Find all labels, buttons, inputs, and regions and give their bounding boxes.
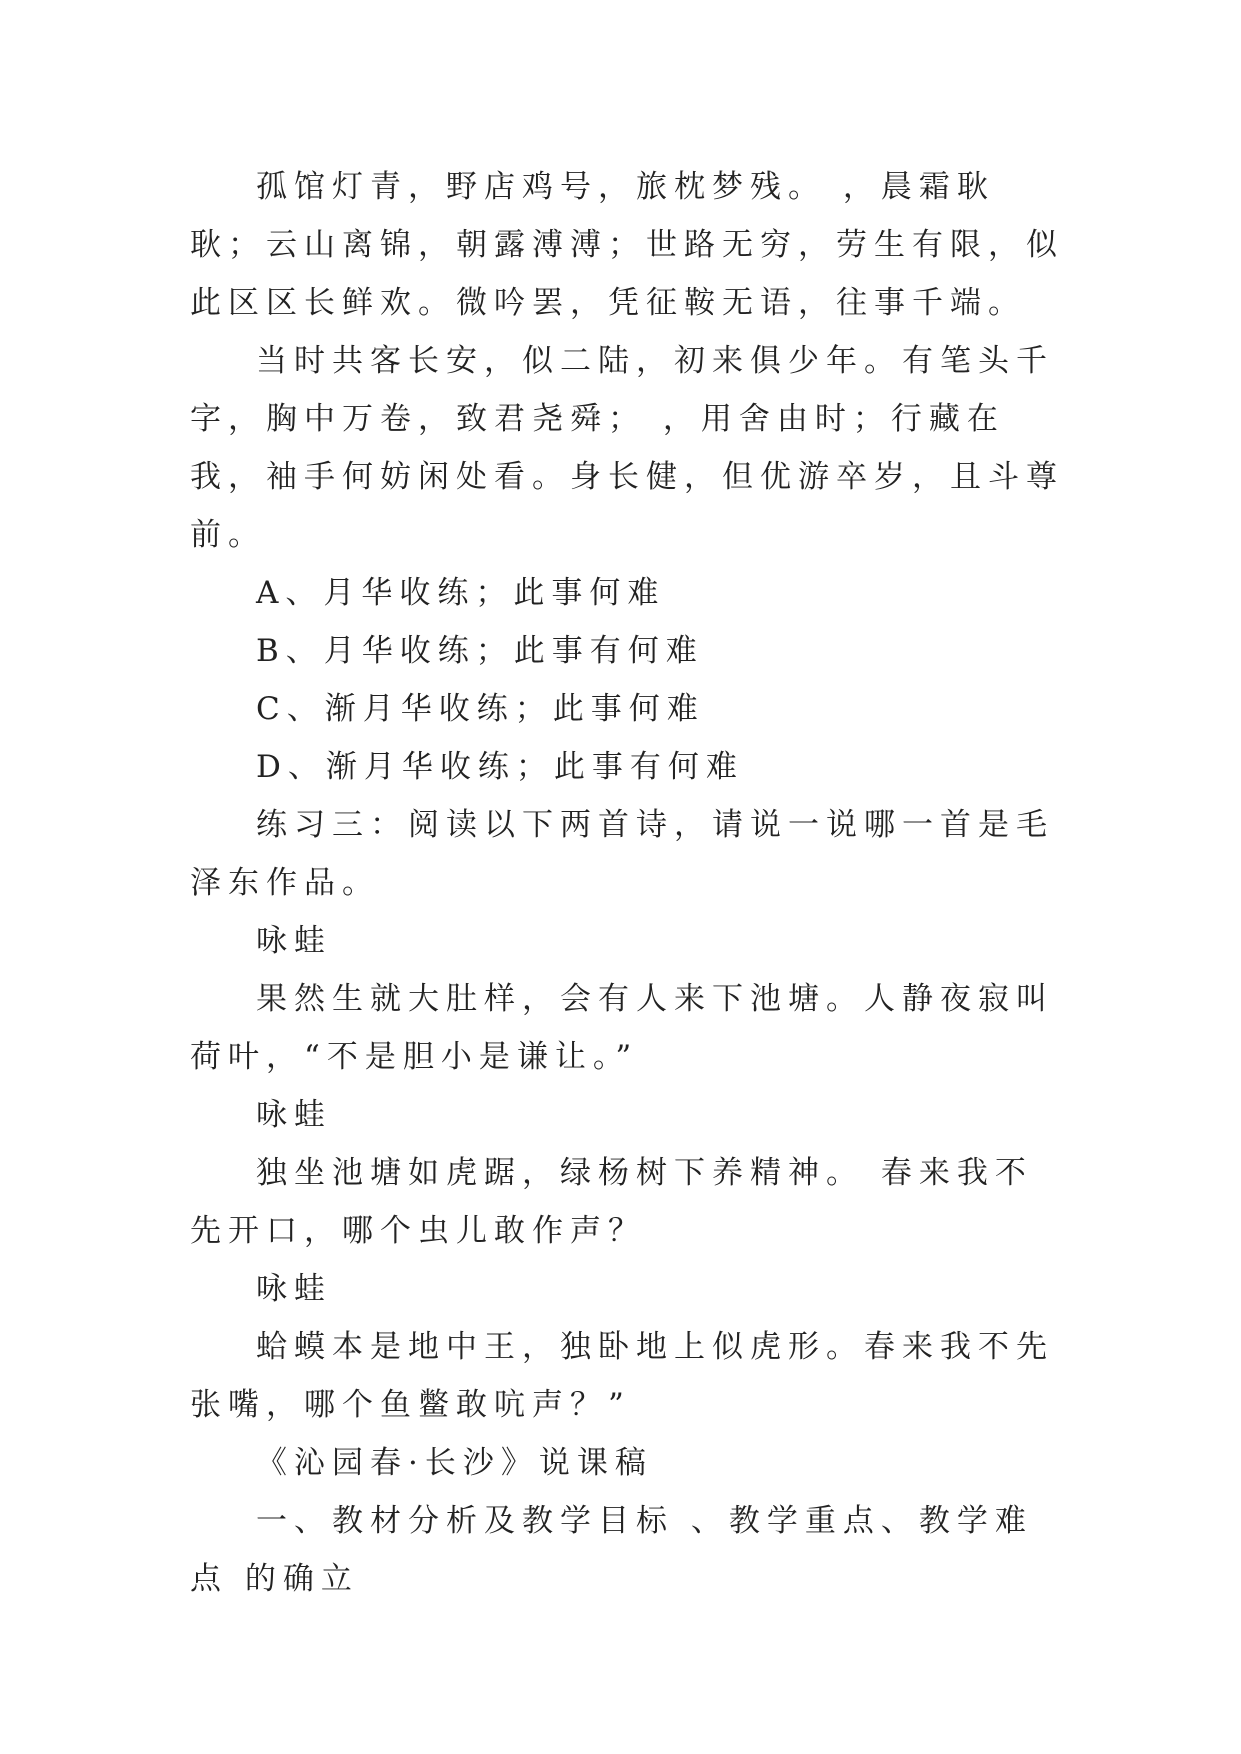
poem-stanza-1: 孤馆灯青，野店鸡号，旅枕梦残。 ，晨霜耿耿；云山离锦，朝露溥溥；世路无穷，劳生有限，似此区区长鲜欢。微吟罢，凭征鞍无语，往事千端。 (190, 169, 1064, 321)
poem-title-2: 咏蛙 (256, 1097, 332, 1133)
section-heading-one: 一、教材分析及教学目标 、教学重点、教学难点 的确立 (190, 1503, 1033, 1597)
option-a: A、月华收练；此事何难 (256, 575, 666, 611)
poem-body-2: 独坐池塘如虎踞，绿杨树下养精神。 春来我不先开口，哪个虫儿敢作声？ (190, 1155, 1033, 1249)
poem-body-3: 蛤蟆本是地中王，独卧地上似虎形。春来我不先张嘴，哪个鱼鳖敢吭声？” (190, 1329, 1054, 1423)
option-d: D、渐月华收练；此事有何难 (256, 749, 744, 785)
poem-title-1: 咏蛙 (256, 923, 332, 959)
option-b: B、月华收练；此事有何难 (256, 633, 704, 669)
poem-stanza-2: 当时共客长安，似二陆，初来俱少年。有笔头千字，胸中万卷，致君尧舜； ，用舍由时；行藏在我，袖手何妨闲处看。身长健，但优游卒岁，且斗尊前。 (190, 343, 1064, 553)
lesson-plan-title: 《沁园春·长沙》说课稿 (256, 1445, 653, 1481)
document-body (190, 158, 1070, 1608)
poem-title-3: 咏蛙 (256, 1271, 332, 1307)
exercise-three-prompt: 练习三：阅读以下两首诗，请说一说哪一首是毛泽东作品。 (190, 807, 1054, 901)
poem-body-1: 果然生就大肚样，会有人来下池塘。人静夜寂叫荷叶，“不是胆小是谦让。” (190, 981, 1054, 1075)
option-c: C、渐月华收练；此事何难 (256, 691, 705, 727)
